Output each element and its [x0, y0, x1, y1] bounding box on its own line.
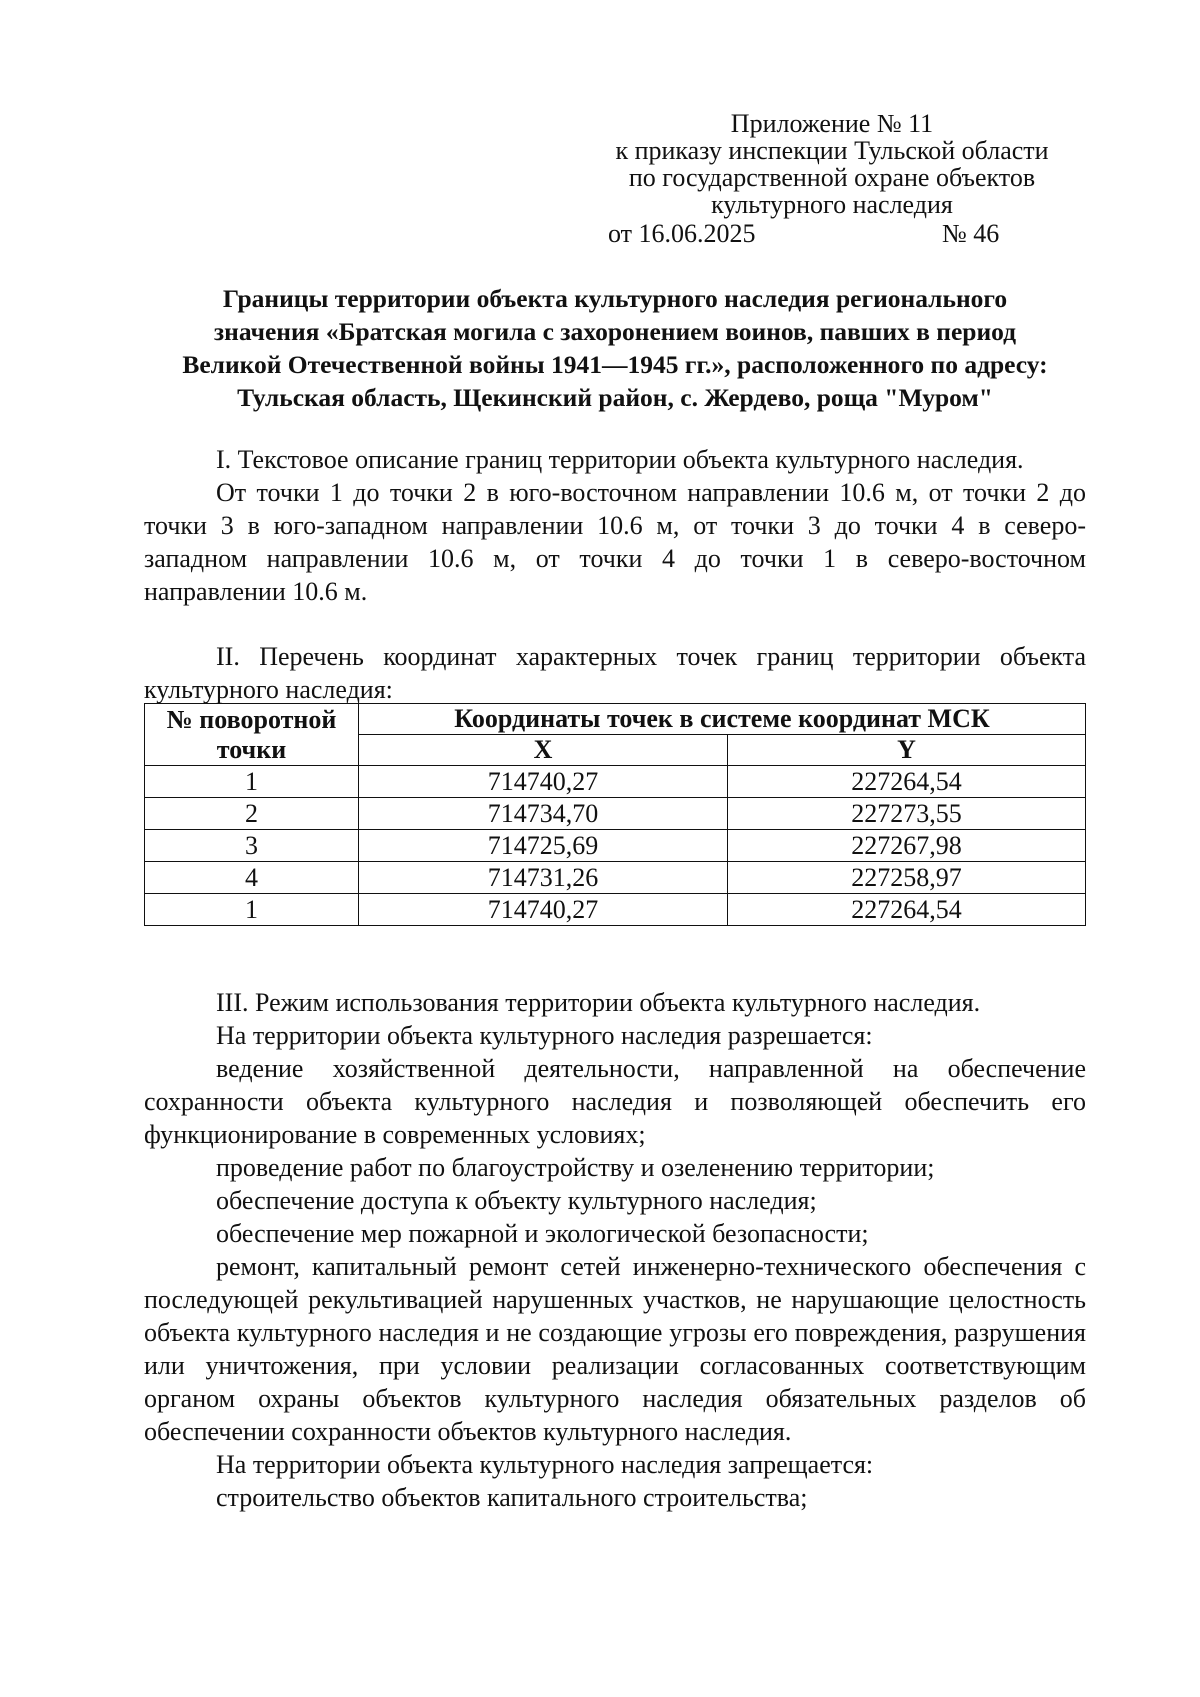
cell-point: 2	[145, 798, 359, 830]
cell-x: 714740,27	[359, 766, 728, 798]
appendix-line: Приложение № 11	[730, 109, 934, 138]
cell-x: 714734,70	[359, 798, 728, 830]
coordinates-table	[144, 703, 1086, 926]
appendix-header	[584, 110, 1080, 218]
section-usage-regime	[144, 986, 1086, 1514]
appendix-line: культурного наследия	[711, 190, 953, 219]
header-y: Y	[728, 735, 1086, 766]
header-point-number: № поворотной точки	[145, 704, 359, 766]
cell-y: 227273,55	[728, 798, 1086, 830]
section-heading: III. Режим использования территории объекта культурного наследия.	[216, 988, 981, 1017]
allowed-item: ремонт, капитальный ремонт сетей инженерно-технического обеспечения с последующей рекультивацией нарушенных участков, не нарушающие целостность объекта культурного наследия и не создающие угрозы его повреждения, разрушения или уничтожения, при условии реализации согласованных соответствующим органом охраны объектов культурного наследия обязательных разделов об обеспечении сохранности объектов культурного наследия.	[144, 1252, 1086, 1446]
appendix-line: к приказу инспекции Тульской области	[615, 136, 1049, 165]
section-heading: II. Перечень координат характерных точек границ территории объекта культурного наследия:	[144, 642, 1086, 704]
section-boundary-description	[144, 443, 1086, 608]
table-row	[145, 830, 1086, 862]
cell-x: 714725,69	[359, 830, 728, 862]
cell-y: 227264,54	[728, 894, 1086, 926]
title-line: Границы территории объекта культурного наследия регионального	[222, 284, 1008, 313]
appendix-line: по государственной охране объектов	[628, 163, 1036, 192]
title-line: Тульская область, Щекинский район, с. Жердево, роща "Муром"	[237, 383, 993, 412]
table-row	[145, 894, 1086, 926]
table-row	[145, 766, 1086, 798]
cell-y: 227258,97	[728, 862, 1086, 894]
forbidden-item: строительство объектов капитального строительства;	[216, 1483, 808, 1512]
allowed-item: проведение работ по благоустройству и озеленению территории;	[216, 1153, 935, 1182]
allowed-item: обеспечение доступа к объекту культурного наследия;	[216, 1186, 817, 1215]
table-row	[145, 862, 1086, 894]
order-date: от 16.06.2025	[608, 219, 756, 248]
section-coordinates	[144, 640, 1086, 706]
cell-x: 714731,26	[359, 862, 728, 894]
cell-y: 227264,54	[728, 766, 1086, 798]
title-line: Великой Отечественной войны 1941—1945 гг.», расположенного по адресу:	[182, 350, 1048, 379]
forbidden-intro: На территории объекта культурного наследия запрещается:	[216, 1450, 874, 1479]
cell-point: 4	[145, 862, 359, 894]
title-line: значения «Братская могила с захоронением воинов, павших в период	[213, 317, 1017, 346]
section-heading: I. Текстовое описание границ территории объекта культурного наследия.	[216, 445, 1024, 474]
order-number: № 46	[942, 219, 1000, 248]
cell-point: 3	[145, 830, 359, 862]
header-x: X	[359, 735, 728, 766]
cell-y: 227267,98	[728, 830, 1086, 862]
allowed-item: ведение хозяйственной деятельности, направленной на обеспечение сохранности объекта культурного наследия и позволяющей обеспечить его функционирование в современных условиях;	[144, 1054, 1086, 1149]
document-title	[144, 282, 1086, 414]
table-row	[145, 798, 1086, 830]
header-coordinates: Координаты точек в системе координат МСК	[359, 704, 1086, 735]
cell-x: 714740,27	[359, 894, 728, 926]
cell-point: 1	[145, 766, 359, 798]
cell-point: 1	[145, 894, 359, 926]
allowed-item: обеспечение мер пожарной и экологической безопасности;	[216, 1219, 869, 1248]
allowed-intro: На территории объекта культурного наследия разрешается:	[216, 1021, 873, 1050]
boundary-text: От точки 1 до точки 2 в юго-восточном направлении 10.6 м, от точки 2 до точки 3 в юго-западном направлении 10.6 м, от точки 3 до точки 4 в северо-западном направлении 10.6 м, от точки 4 до точки 1 в северо-восточном направлении 10.6 м.	[144, 478, 1086, 606]
